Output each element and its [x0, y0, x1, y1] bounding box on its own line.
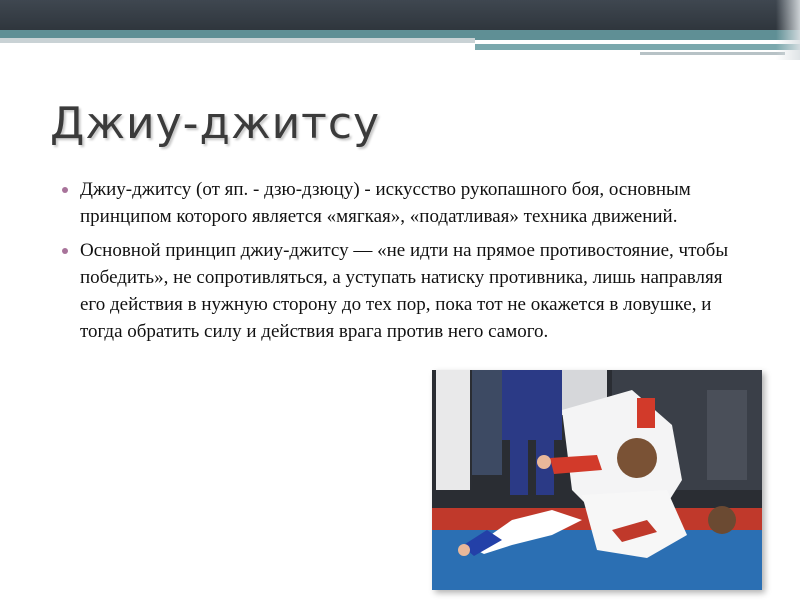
spectator-blue-gi — [502, 370, 562, 440]
header-bar — [0, 0, 800, 30]
bullet-item — [58, 176, 748, 230]
spectator-dark — [707, 390, 747, 480]
header-divider-right — [475, 44, 800, 50]
fighter-foot — [458, 544, 470, 556]
fighter-head-2 — [708, 506, 736, 534]
bullet-text: Джиу-джитсу (от яп. - дзю-дзюцу) - искусство рукопашного боя, основным принципом которого является «мягкая», «податливая» техника движений. — [80, 179, 691, 227]
spectator-white — [436, 370, 470, 490]
bullet-list — [58, 176, 748, 352]
red-cuff — [637, 398, 655, 428]
header-divider-left — [0, 38, 475, 43]
spectator-blue-leg — [510, 440, 528, 495]
header-shadow — [776, 0, 800, 60]
bullet-dot-icon — [62, 187, 68, 193]
spectator-jeans — [472, 370, 502, 475]
bullet-item — [58, 237, 748, 345]
bullet-dot-icon — [62, 248, 68, 254]
fighter-head — [617, 438, 657, 478]
bullet-text: Основной принцип джиу-джитсу — «не идти на прямое противостояние, чтобы победить», не сопротивляться, а уступать натиску противника, лишь направляя его действия в нужную сторону до тех пор, пока тот не окажется в ловушке, и тогда обратить силу и действия врага против него самого. — [80, 240, 729, 342]
fighter-hand — [537, 455, 551, 469]
slide-title: Джиу-джитсу — [50, 98, 381, 149]
header-thin-line — [640, 52, 785, 55]
jiu-jitsu-photo-icon — [432, 370, 762, 590]
